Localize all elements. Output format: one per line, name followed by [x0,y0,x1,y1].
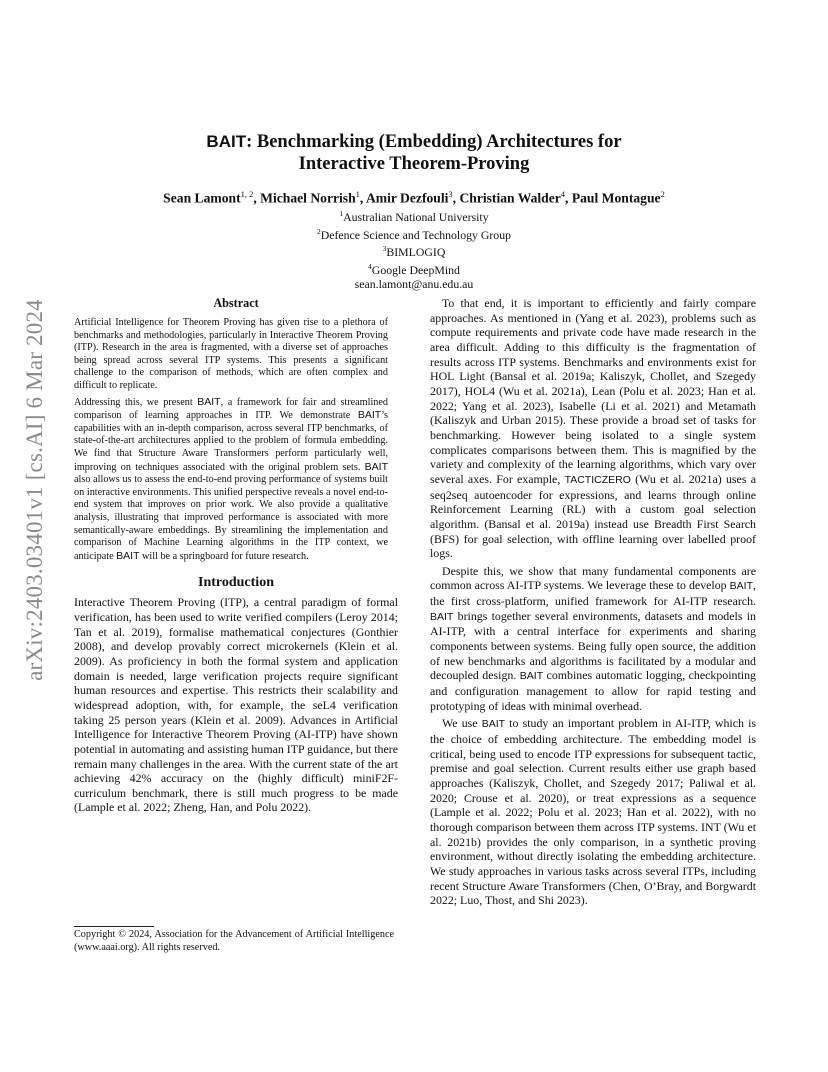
footnote-divider [74,926,154,927]
body-text: combines automatic logging, checkpointing and configuration management to allow for rapid testing and prototyping of ideas with minimal overhead. [430,668,756,713]
abstract-text: , a framework for fair and streamlined comparison of learning approaches in ITP. We demonstrate [74,396,388,422]
affiliation-sup: 1 [339,209,344,218]
author-name: Paul Montague [571,190,661,206]
introduction-paragraph-1: Interactive Theorem Proving (ITP), a central paradigm of formal verification, has been used to write verified compilers (Leroy 2014; Tan et al. 2019), formalise mathematical conjectures (Gonthier 2008), and develop provably correct microkernels (Klein et al. 2009). As proficiency in both the formal system and application domain is needed, large verification projects require significant human resources and expertise. This restricts their scalability and widespread adoption, with, for example, the seL4 verification taking 25 person years (Klein et al. 2009). Advances in Artificial Intelligence for Interactive Theorem Proving (AI-ITP) have shown potential in automating and assisting human ITP guidance, but there remain many challenges in the area. With the current state of the art achieving 42% accuracy on the (highly difficult) miniF2F-curriculum benchmark, there is still much progress to be made (Lample et al. 2022; Zheng, Han, and Polu 2022). [74,595,398,815]
bait-acronym: BAIT [481,718,506,731]
affiliation-sup: 4 [368,261,372,271]
affiliation-name: Australian National University [343,209,489,224]
title-line2: Interactive Theorem-Proving [298,154,530,174]
body-text: To that end, it is important to efficiently and fairly compare approaches. As mentioned in (Yang et al. 2023), problems such as compute requirements and private code have made research in the area difficult. Adding to this difficulty is the fragmentation of results across ITP systems. Benchmarks and environments exist for HOL Light (Bansal et al. 2019a; Kaliszyk, Chollet, and Szegedy 2017), HOL4 (Wu et al. 2021a), Lean (Polu et al. 2023; Han et al. 2022; Yang et al. 2023), Isabelle (Li et al. 2021) and Metamath (Kaliszyk and Urban 2015). These provide a broad set of tasks for benchmarking. However being isolated to a single system complicates comparisons between them. This is magnified by the variety and complexity of the learning algorithms, which vary over several axes. For example, [430,296,756,486]
author-affil-sup: 2 [660,189,665,199]
bait-acronym: BAIT [729,580,754,593]
title-line1: : Benchmarking (Embedding) Architectures for [246,132,622,152]
right-paragraph-3 [430,716,756,908]
author-name: Christian Walder [459,190,561,206]
paper-title [110,131,718,175]
author-list: Sean Lamont$^{1, 2}$, Michael Norrish$^1$, Amir Dezfouli$^3$, Christian Walder$^4$, Paul Montague$^2$ [163,189,665,206]
affiliation-line [110,207,718,225]
affiliation-sup: 2 [316,226,321,236]
bait-acronym: BAIT [357,409,382,422]
author-name: Sean Lamont [163,190,241,206]
affiliation-line [110,225,718,243]
introduction-body [74,595,398,815]
bait-acronym: BAIT [519,670,544,683]
affiliation-name: Defence Science and Technology Group [320,227,511,242]
copyright-footnote: Copyright © 2024, Association for the Advancement of Artificial Intelligence (www.aaai.org). All rights reserved. [74,929,394,953]
right-paragraph-1 [430,296,756,561]
abstract-paragraph-1: Artificial Intelligence for Theorem Proving has given rise to a plethora of benchmarks and methodologies, particularly in Interactive Theorem Proving (ITP). Research in the area is fragmented, with a diverse set of approaches being spread across several ITP systems. This presents a significant challenge to the comparison of methods, which are often complex and difficult to replicate. [74,317,388,391]
abstract-text: ’s capabilities with an in-depth comparison, across several ITP benchmarks, of state-of-the-art architectures applied to the problem of formula embedding. We find that Structure Aware Transformers perform particularly well, improving on techniques associated with the original problem sets. [74,410,388,473]
affiliation-line [110,242,718,260]
affiliations [110,207,718,292]
author-affil-sup: 1, 2 [240,189,254,199]
arxiv-sidebar-identifier [20,300,50,680]
body-text: , the first cross-platform, unified framework for AI-ITP research. [430,578,756,609]
bait-acronym: BAIT [197,395,221,408]
body-text: (Wu et al. 2021a) uses a seq2seq autoencoder for expressions, and learns through online Reinforcement Learning (RL) with a custom goal selection algorithm. (Bansal et al. 2019a) instead use Breadth First Search (BFS) for goal selection, with offline learning over labelled proof logs. [430,471,756,561]
bait-acronym: BAIT [364,460,388,473]
affiliation-name: BIMLOGIQ [386,244,446,259]
abstract-heading: Abstract [213,296,259,310]
abstract-text: Addressing this, we present [74,396,198,408]
author-affil-sup: 3 [448,189,453,199]
right-paragraph-2 [430,564,756,714]
abstract-text: will be a springboard for future research. [139,550,309,562]
abstract-text: also allows us to assess the end-to-end proving performance of systems built on interactive environments. This unified perspective reveals a novel end-to-end system that improves on prior work. We also provide a qualitative analysis, illustrating that improved performance is associated with more semantically-aware embeddings. By streamlining the implementation and comparison of Machine Learning algorithms in the ITP context, we anticipate [74,474,388,562]
abstract-section [74,296,398,563]
arxiv-id-text: arXiv:2403.03401v1 [cs.AI] 6 Mar 2024 [22,299,47,681]
abstract-paragraph-2 [74,396,388,564]
body-text: brings together several environments, datasets and models in AI-ITP, with a central interface for experiments and sharing components between systems. Being fully open source, the addition of new benchmarks and algorithms is facilitated by a modular and decoupled design. [430,608,756,683]
body-text: Despite this, we show that many fundamental components are common across AI-ITP systems. We leverage these to develop [430,563,756,593]
affiliation-line [110,260,718,278]
introduction-heading: Introduction [198,575,274,591]
bait-acronym: BAIT [116,549,140,562]
author-affil-sup: 4 [560,189,566,199]
right-column-body [430,296,756,908]
tacticzero-name: TACTICZERO [564,473,631,486]
author-name: Michael Norrish [260,190,356,206]
author-name: Amir Dezfouli [365,190,449,206]
bait-acronym: BAIT [430,610,454,623]
body-text: to study an important problem in AI-ITP, which is the choice of embedding architecture. The embedding model is critical, being used to encode ITP expressions for subsequent tactic, premise and goal selection. Current results either use graph based approaches (Kaliszyk, Chollet, and Szegedy 2017; Paliwal et al. 2020; Crouse et al. 2020), or treat expressions as a sequence (Lample et al. 2022; Polu et al. 2023; Han et al. 2022), with no thorough comparison between them across ITP systems. INT (Wu et al. 2021b) provides the only comparison, in a synthetic proving environment, without directly isolating the embedding architecture. We study approaches in various tasks across several ITPs, including recent Structure Aware Transformers (Chen, O’Bray, and Borgwardt 2022; Luo, Thost, and Shi 2023). [430,716,756,908]
title-bait-acronym: BAIT [206,132,247,151]
author-email: sean.lamont@anu.edu.au [354,277,474,292]
author-affil-sup: 1 [355,189,360,199]
affiliation-sup: 3 [382,244,387,254]
left-column [74,296,398,815]
affiliation-name: Google DeepMind [371,262,460,277]
body-text: We use [442,716,482,731]
right-column [430,296,756,908]
